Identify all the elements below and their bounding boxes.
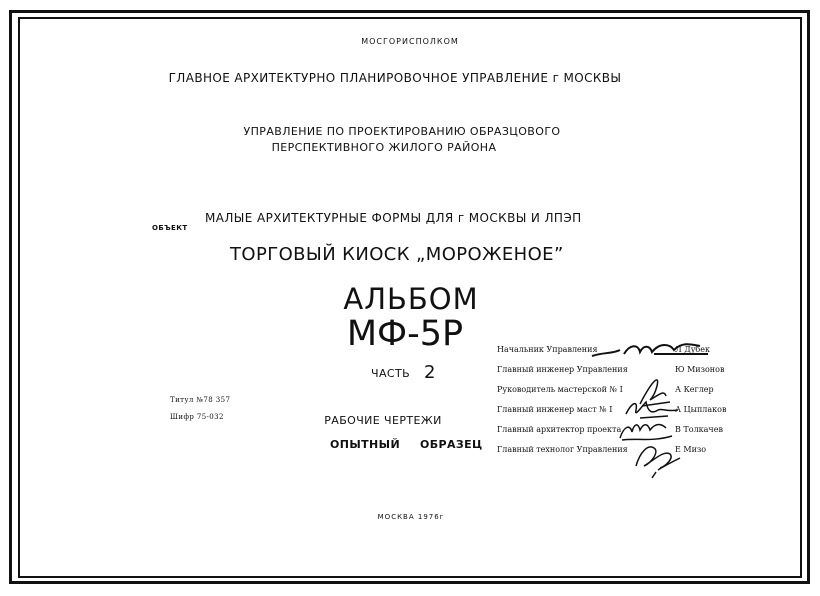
signatory-role: Главный инженер Управления	[497, 365, 628, 374]
object-label: ОБЪЕКТ	[152, 224, 188, 232]
signatory-name: В Толкачев	[675, 425, 723, 434]
project-title: ТОРГОВЫЙ КИОСК „МОРОЖЕНОЕ”	[230, 244, 564, 265]
album-label: АЛЬБОМ	[343, 282, 479, 316]
object-name: МАЛЫЕ АРХИТЕКТУРНЫЕ ФОРМЫ ДЛЯ г МОСКВЫ И ЛПЭП	[205, 211, 582, 225]
signatory-name: А Кеглер	[675, 385, 714, 394]
department-line-1: УПРАВЛЕНИЕ ПО ПРОЕКТИРОВАНИЮ ОБРАЗЦОВОГО	[243, 125, 561, 138]
signatory-name: Е Мизо	[675, 445, 707, 454]
album-code: МФ-5Р	[346, 314, 464, 354]
sample-word-1: ОПЫТНЫЙ	[330, 438, 401, 451]
part-number: 2	[424, 362, 436, 383]
signatory-name: Л Дубек	[675, 345, 710, 354]
signatory-role: Главный инженер маст № I	[497, 405, 613, 414]
department-line-2: ПЕРСПЕКТИВНОГО ЖИЛОГО РАЙОНА	[271, 141, 497, 154]
directorate-name: ГЛАВНОЕ АРХИТЕКТУРНО ПЛАНИРОВОЧНОЕ УПРАВЛЕНИЕ г МОСКВЫ	[168, 71, 622, 85]
org-name: МОСГОРИСПОЛКОМ	[361, 37, 459, 46]
signatory-role: Руководитель мастерской № I	[497, 385, 623, 394]
signatory-name: А Цыплаков	[675, 405, 727, 414]
cipher: Шифр 75-032	[170, 413, 224, 421]
signatory-name: Ю Мизонов	[675, 365, 725, 374]
signatory-role: Главный технолог Управления	[497, 445, 628, 454]
part-label: ЧАСТЬ	[371, 367, 411, 380]
signatory-role: Начальник Управления	[497, 345, 598, 354]
sample-word-2: ОБРАЗЕЦ	[420, 438, 483, 451]
signature-scribble-1	[590, 338, 710, 368]
title-number: Титул №78 357	[170, 396, 231, 404]
city-year: МОСКВА 1976г	[377, 513, 445, 521]
working-drawings: РАБОЧИЕ ЧЕРТЕЖИ	[324, 414, 442, 427]
signature-scribble-5	[630, 440, 684, 480]
signatory-role: Главный архитектор проекта	[497, 425, 622, 434]
